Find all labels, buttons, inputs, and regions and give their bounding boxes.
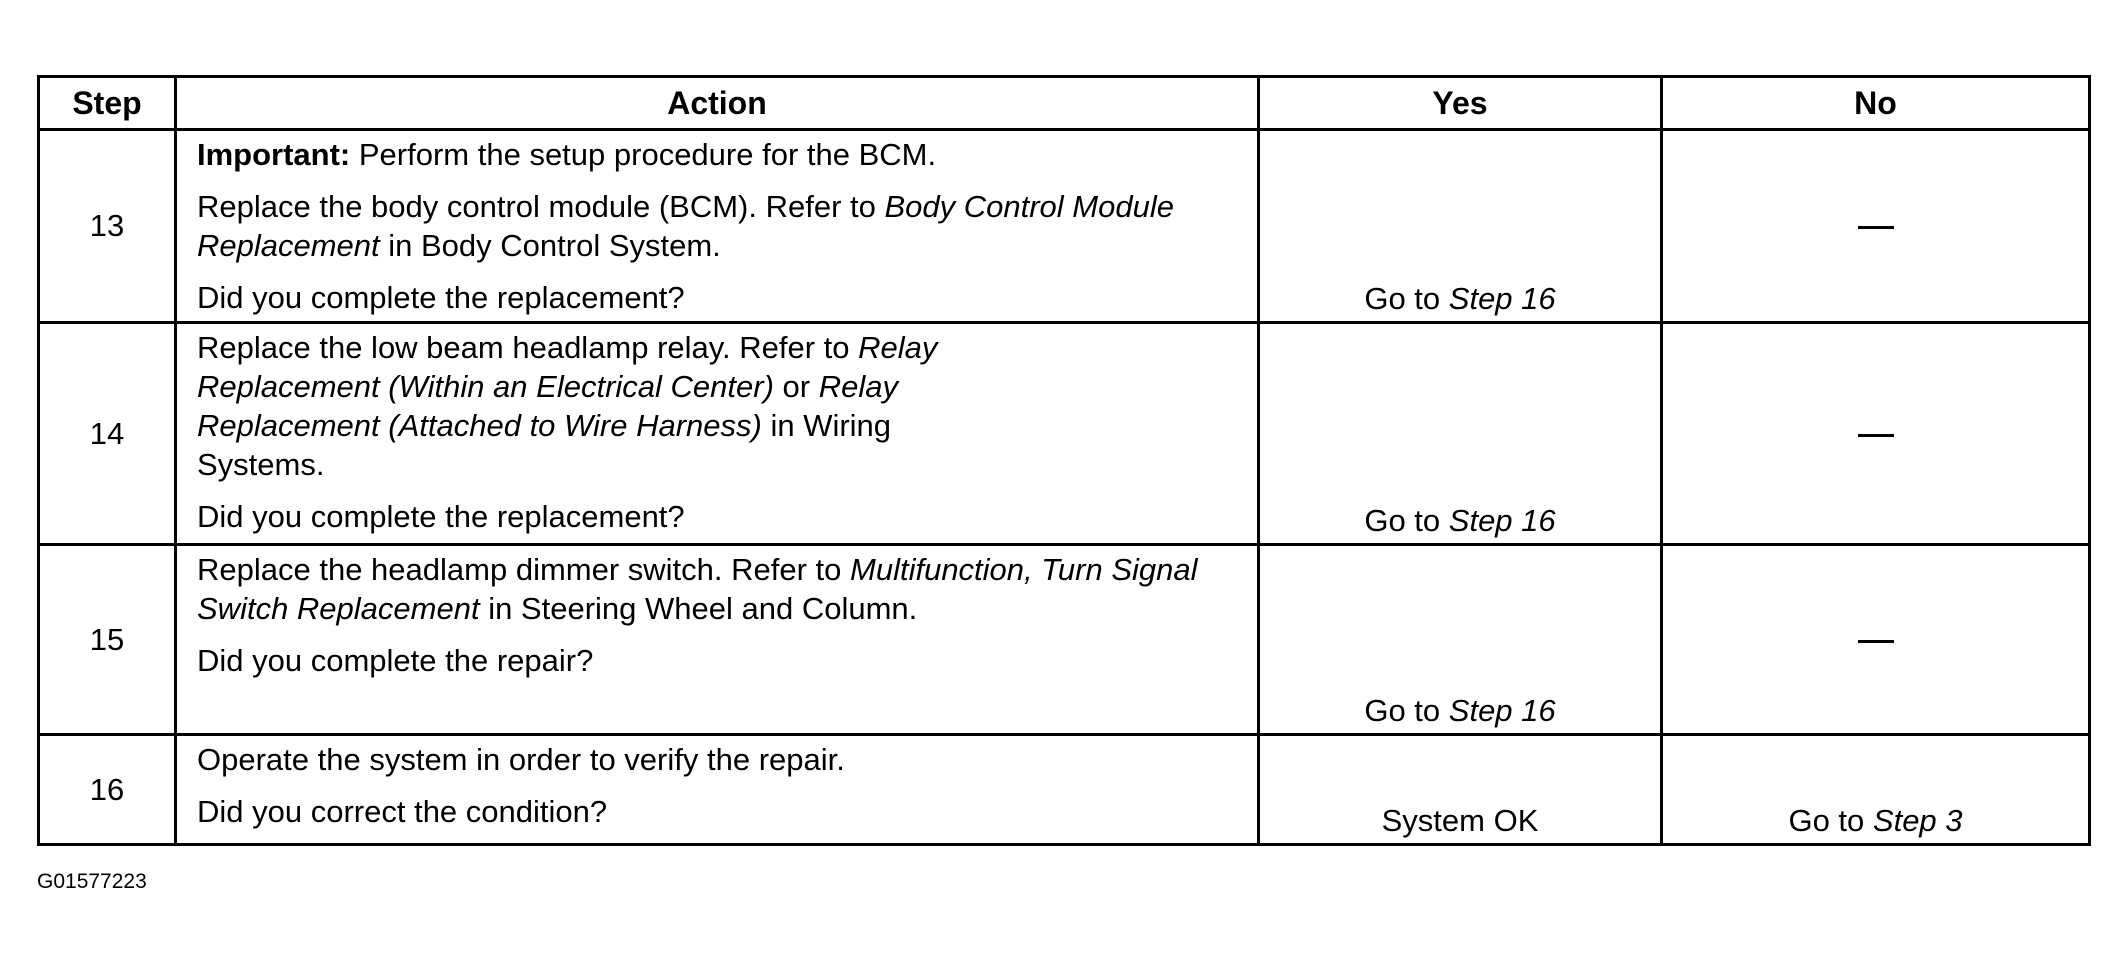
header-no: No — [1662, 77, 2090, 130]
important-label: Important: — [197, 137, 351, 172]
step-number: 15 — [39, 545, 176, 735]
reference-link-2: Relay Replacement (Attached to Wire Harness) — [197, 369, 898, 443]
action-cell — [176, 545, 1259, 735]
table-row — [39, 323, 2090, 545]
reference-link: Relay Replacement (Within an Electrical Center) — [197, 330, 938, 404]
no-result — [1662, 130, 2090, 323]
diagnostic-table — [37, 75, 2091, 846]
action-instruction — [197, 328, 1243, 484]
action-question: Did you complete the replacement? — [197, 280, 685, 315]
action-question: Did you complete the repair? — [197, 643, 594, 678]
table-row — [39, 735, 2090, 845]
dash-mark — [1858, 640, 1894, 643]
instruction-tail: in Body Control System. — [379, 228, 721, 263]
figure-id: G01577223 — [37, 870, 147, 893]
action-question: Did you correct the condition? — [197, 794, 608, 829]
yes-result — [1259, 130, 1662, 323]
step-number: 13 — [39, 130, 176, 323]
header-step: Step — [39, 77, 176, 130]
action-cell — [176, 323, 1259, 545]
yes-step-ref: Step 16 — [1448, 281, 1556, 316]
no-prefix: Go to — [1788, 803, 1873, 838]
yes-prefix: Go to — [1364, 503, 1449, 538]
instruction-tail: in Wiring Systems. — [197, 408, 892, 482]
yes-result: System OK — [1259, 735, 1662, 845]
step-number: 14 — [39, 323, 176, 545]
instruction-tail: in Steering Wheel and Column. — [479, 591, 918, 626]
yes-prefix: Go to — [1364, 281, 1449, 316]
header-yes: Yes — [1259, 77, 1662, 130]
header-row — [39, 77, 2090, 130]
instruction-text: Replace the body control module (BCM). Refer to — [197, 189, 885, 224]
important-text: Perform the setup procedure for the BCM. — [350, 137, 937, 172]
action-instruction — [197, 187, 1243, 265]
dash-mark — [1858, 434, 1894, 437]
yes-result — [1259, 545, 1662, 735]
action-instruction — [197, 550, 1243, 628]
table-row — [39, 545, 2090, 735]
yes-step-ref: Step 16 — [1448, 503, 1556, 538]
instruction-text: Replace the headlamp dimmer switch. Refer to — [197, 552, 851, 587]
important-note — [197, 135, 1243, 174]
table-row — [39, 130, 2090, 323]
instruction-text: Replace the low beam headlamp relay. Refer to — [197, 330, 859, 365]
no-result — [1662, 323, 2090, 545]
no-result — [1662, 735, 2090, 845]
action-question: Did you complete the replacement? — [197, 499, 685, 534]
reference-link: Multifunction, Turn Signal Switch Replacement — [197, 552, 1198, 626]
instruction-mid: or — [773, 369, 819, 404]
reference-link: Body Control Module Replacement — [197, 189, 1174, 263]
no-step-ref: Step 3 — [1872, 803, 1963, 838]
no-result — [1662, 545, 2090, 735]
yes-result — [1259, 323, 1662, 545]
action-instruction: Operate the system in order to verify the repair. — [197, 742, 845, 777]
action-cell — [176, 735, 1259, 845]
action-cell — [176, 130, 1259, 323]
step-number: 16 — [39, 735, 176, 845]
yes-step-ref: Step 16 — [1448, 693, 1556, 728]
yes-prefix: Go to — [1364, 693, 1449, 728]
dash-mark — [1858, 226, 1894, 229]
header-action: Action — [176, 77, 1259, 130]
